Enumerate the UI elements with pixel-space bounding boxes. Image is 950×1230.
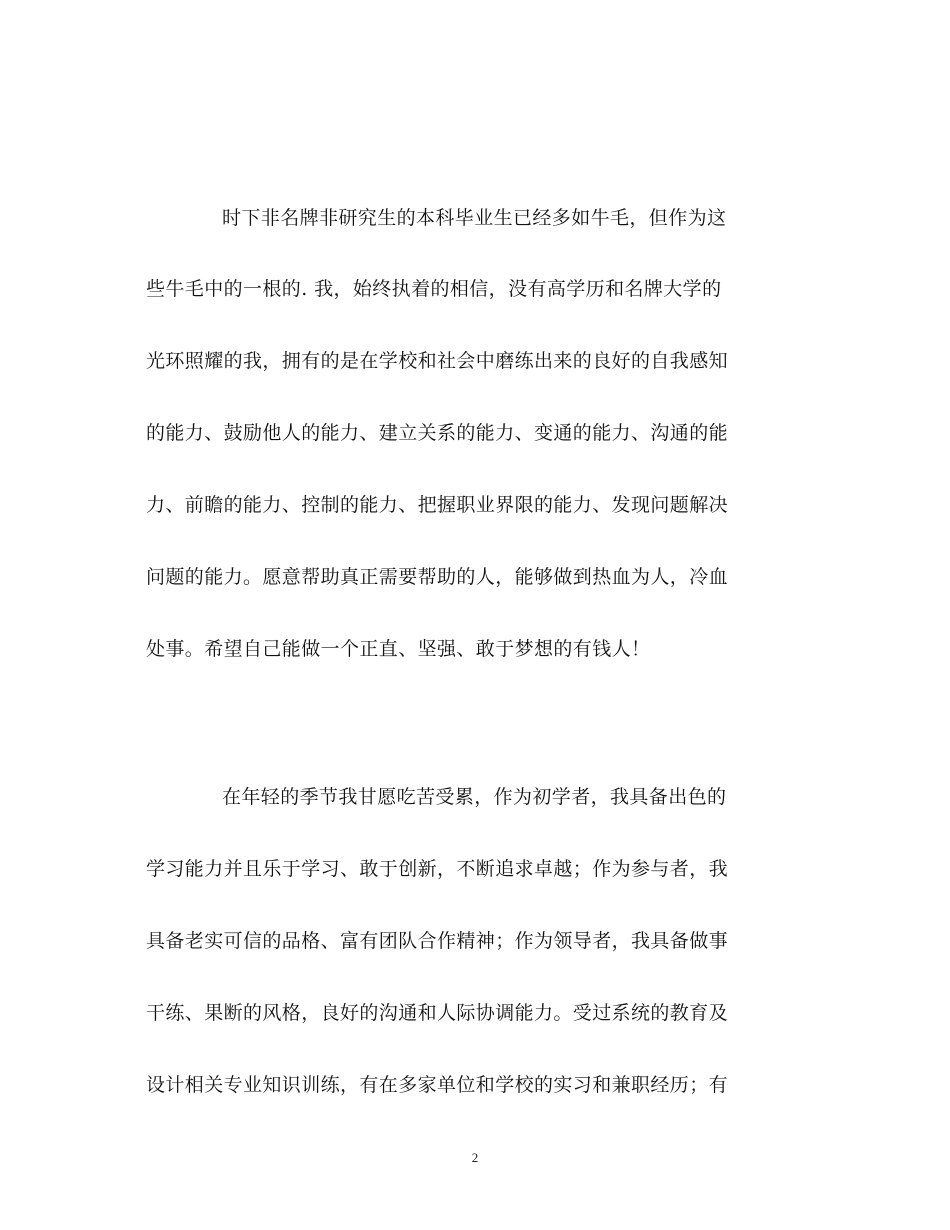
- paragraph-2-line-1: 在年轻的季节我甘愿吃苦受累，作为初学者，我具备出色的: [222, 786, 727, 808]
- page-number: 2: [471, 1150, 479, 1165]
- paragraph-1-line-6: 问题的能力。愿意帮助真正需要帮助的人，能够做到热血为人，冷血: [146, 566, 729, 588]
- paragraph-1-line-3: 光环照耀的我，拥有的是在学校和社会中磨练出来的良好的自我感知: [146, 350, 729, 372]
- paragraph-1-line-4: 的能力、鼓励他人的能力、建立关系的能力、变通的能力、沟通的能: [146, 422, 729, 444]
- paragraph-2-line-5: 设计相关专业知识训练，有在多家单位和学校的实习和兼职经历；有: [146, 1074, 729, 1096]
- paragraph-2-line-4: 干练、果断的风格，良好的沟通和人际协调能力。受过系统的教育及: [146, 1002, 729, 1024]
- paragraph-2-line-2: 学习能力并且乐于学习、敢于创新，不断追求卓越；作为参与者，我: [146, 858, 729, 880]
- paragraph-1-line-1: 时下非名牌非研究生的本科毕业生已经多如牛毛，但作为这: [222, 207, 727, 229]
- paragraph-1-line-2: 些牛毛中的一根的. 我，始终执着的相信，没有高学历和名牌大学的: [146, 278, 722, 300]
- paragraph-1-line-7: 处事。希望自己能做一个正直、坚强、敢于梦想的有钱人！: [146, 638, 651, 660]
- paragraph-1-line-5: 力、前瞻的能力、控制的能力、把握职业界限的能力、发现问题解决: [146, 494, 729, 516]
- paragraph-2-line-3: 具备老实可信的品格、富有团队合作精神；作为领导者，我具备做事: [146, 930, 729, 952]
